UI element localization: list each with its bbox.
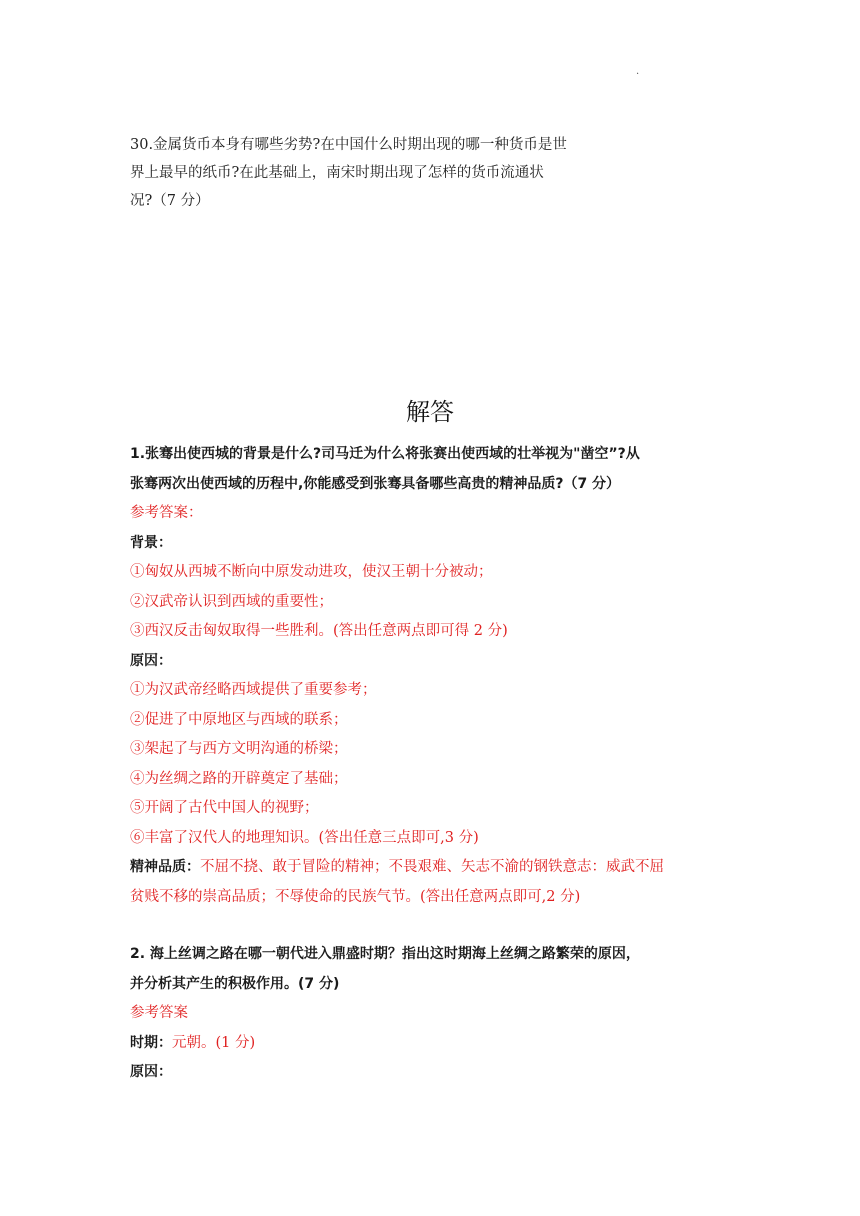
q1-reason-item: ③架起了与西方文明沟通的桥梁； [130, 741, 348, 757]
q1-question-line: 1.张骞出使西城的背景是什么?司马迁为什么将张赛出使西域的壮举视为"凿空”?从 [130, 446, 640, 462]
q1-spirit-text: 不屈不挠、敢于冒险的精神；不畏艰难、矢志不渝的钢铁意志：威武不屈 [200, 859, 664, 875]
answers-heading: 解答 [406, 398, 454, 426]
q1-reason-item: ②促进了中原地区与西域的联系； [130, 711, 348, 728]
q2-reference-label: 参考答案 [130, 1005, 188, 1021]
q2-period-label: 时期： [130, 1034, 172, 1051]
q1-reason-item: ④为丝绸之路的开辟奠定了基础； [130, 770, 348, 787]
q2-period-text: 元朝。(1 分) [172, 1034, 256, 1051]
q1-spirit-text: 贫贱不移的崇高品质；不辱使命的民族气节。(答出任意两点即可,2 分) [130, 888, 581, 905]
q2-reason-label: 原因： [130, 1064, 172, 1080]
section-gap [130, 912, 740, 940]
q1-spirit-line [130, 853, 740, 883]
q1-reason-item: ①为汉武帝经略西域提供了重要参考； [130, 682, 377, 698]
answers-section [130, 440, 740, 1088]
q2-question-line: 并分析其产生的积极作用。(7 分) [130, 975, 340, 992]
q1-reference-label: 参考答案： [130, 505, 203, 521]
q1-reason-item: ⑥丰富了汉代人的地理知识。(答出任意三点即可,3 分) [130, 829, 479, 846]
q1-reason-item: ⑤开阔了古代中国人的视野； [130, 800, 319, 816]
question-30-line: 界上最早的纸币?在此基础上，南宋时期出现了怎样的货币流通状 [130, 165, 544, 181]
page-mark: . [636, 66, 640, 77]
q1-background-item: ③西汉反击匈奴取得一些胜利。(答出任意两点即可得 2 分) [130, 623, 508, 639]
q1-spirit-label: 精神品质： [130, 859, 200, 875]
q2-question-line: 2. 海上丝调之路在哪一朝代进入鼎盛时期？指出这时期海上丝绸之路繁荣的原因， [130, 946, 640, 962]
q1-reason-label: 原因： [130, 652, 172, 669]
q1-background-item: ①匈奴从西城不断向中原发动进攻，使汉王朝十分被动； [130, 564, 493, 580]
question-30-line: 况?（7 分） [130, 193, 210, 209]
q1-background-item: ②汉武帝认识到西域的重要性； [130, 593, 333, 610]
question-30-line: 30.金属货币本身有哪些劣势?在中国什么时期出现的哪一种货币是世 [130, 137, 567, 153]
question-30 [130, 131, 650, 215]
q2-period-line [130, 1029, 740, 1059]
q1-question-line: 张骞两次出使西域的历程中,你能感受到张骞具备哪些高贵的精神品质?（7 分） [130, 475, 621, 492]
q1-background-label: 背景： [130, 534, 172, 551]
